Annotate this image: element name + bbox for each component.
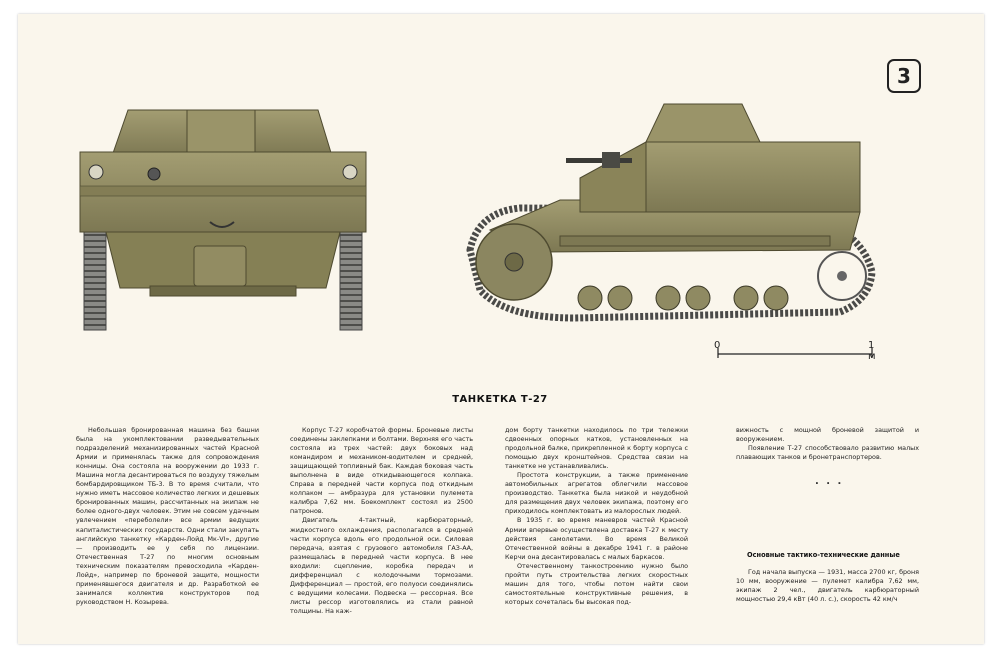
side-hull-upper — [646, 142, 860, 212]
side-machine-gun — [566, 158, 632, 163]
paragraph: Отечественному танкостроению нужно было пройти путь строительства легких скоростных машин для того, чтобы потом найти свои самостоятельные конструктивные решения, в которых сочеталась бы высокая под- — [505, 561, 688, 606]
specs-body — [736, 568, 919, 604]
scale-end-label: 1 м — [868, 340, 876, 362]
paragraph: Двигатель 4-тактный, карбюраторный, жидкостного охлаждения, располагался в средней части корпуса вдоль его продольной оси. Силовая передача, взятая с грузового автомобиля ГАЗ-АА, размещалась в передней части корпуса. В нее входили: сцепление, коробка передач и дифференциал с колодочными тормозами. Дифференциал — простой, его полуоси соединялись с ведущими колесами. Подвеска — рессорная. Все листы рессор изготовлялись из стали равной толщины. На каж- — [290, 516, 473, 615]
text-column-2 — [290, 426, 473, 616]
text-column-4 — [736, 426, 919, 462]
front-center-hatch — [187, 110, 255, 156]
front-left-track — [84, 230, 106, 330]
paragraph: Небольшая бронированная машина без башни была на укомплектовании разведывательных подразделений механизированных частей Красной Армии и применялась также для сопровождения конницы. Она состояла на вооружении до 1933 г. Машина могла десантироваться по воздуху тяжелым бомбардировщиком ТБ-3. В то время считали, что нужно иметь массовое количество легких и дешевых бронированных машин, рассчитанных на экипаж не более одного-двух человек. Этим не совсем удачным увлечением «переболели» все армии ведущих капиталистических государств. Одни стали закупать английскую танкетку «Карден-Лойд Мк-VI», другие — производить ее у себя по лицензии. Отечественная Т-27 по многим основным техническим показателям превосходила «Карден-Лойд», например по броневой защите, мощности применявшегося двигателя и др. Разработкой ее занимался коллектив конструкторов под руководством Н. Козырева. — [76, 426, 259, 606]
text-column-3 — [505, 426, 688, 607]
paragraph: вижность с мощной броневой защитой и вооружением. — [736, 426, 919, 444]
page-number-badge: 3 — [887, 59, 921, 93]
text-column-1 — [76, 426, 259, 607]
specs-heading: Основные тактико-технические данные — [747, 551, 900, 559]
paragraph: Простота конструкции, а также применение автомобильных агрегатов облегчили массовое производство. Танкетка была низкой и неудобной для размещения двух человек экипажа, поэтому его приходилось комплектовать из малорослых людей. — [505, 471, 688, 516]
paragraph: дом борту танкетки находилось по три тележки сдвоенных опорных катков, установленных на продольной балке, прикрепленной к борту корпуса с помощью двух кронштейнов. Средства связи на танкетке не устанавливались. — [505, 426, 688, 471]
headlight-right-icon — [343, 165, 357, 179]
side-commander-cupola — [646, 104, 760, 142]
scale-start-label: 0 — [714, 340, 721, 351]
front-transmission-hatch — [194, 246, 246, 286]
scale-labels — [716, 340, 876, 364]
paragraph: Появление Т-27 способствовало развитию малых плавающих танков и бронетранспортеров. — [736, 444, 919, 462]
side-road-wheels — [578, 286, 788, 310]
specs-text: Год начала выпуска — 1931, масса 2700 кг, броня 10 мм, вооружение — пулемет калибра 7,62 мм, экипаж 2 чел., двигатель карбюраторный мощностью 29,4 кВт (40 л. с.), скорость 42 км/ч — [736, 568, 919, 604]
front-right-track — [340, 230, 362, 330]
paragraph: Корпус Т-27 коробчатой формы. Броневые листы соединены заклепками и болтами. Верхняя его часть состояла из трех частей: двух боковых над командиром и механиком-водителем и средней, защищающей топливный бак. Каждая боковая часть выполнена в виде откидывающегося колпака. Справа в передней части корпуса под откидным колпаком — амбразура для установки пулемета калибра 7,62 мм. Боекомплект состоял из 2500 патронов. — [290, 426, 473, 516]
tank-side-view — [470, 104, 872, 318]
paragraph: В 1935 г. во время маневров частей Красной Армии впервые осуществлена доставка Т-27 к месту действия самолетами. Во время Великой Отечественной войны в декабре 1941 г. в районе Керчи она десантировалась с малых баркасов. — [505, 516, 688, 561]
tank-front-view — [80, 110, 366, 330]
page-title: ТАНКЕТКА Т-27 — [452, 394, 548, 405]
headlight-left-icon — [89, 165, 103, 179]
section-separator: . . . — [815, 476, 844, 487]
front-gun-port — [148, 168, 160, 180]
